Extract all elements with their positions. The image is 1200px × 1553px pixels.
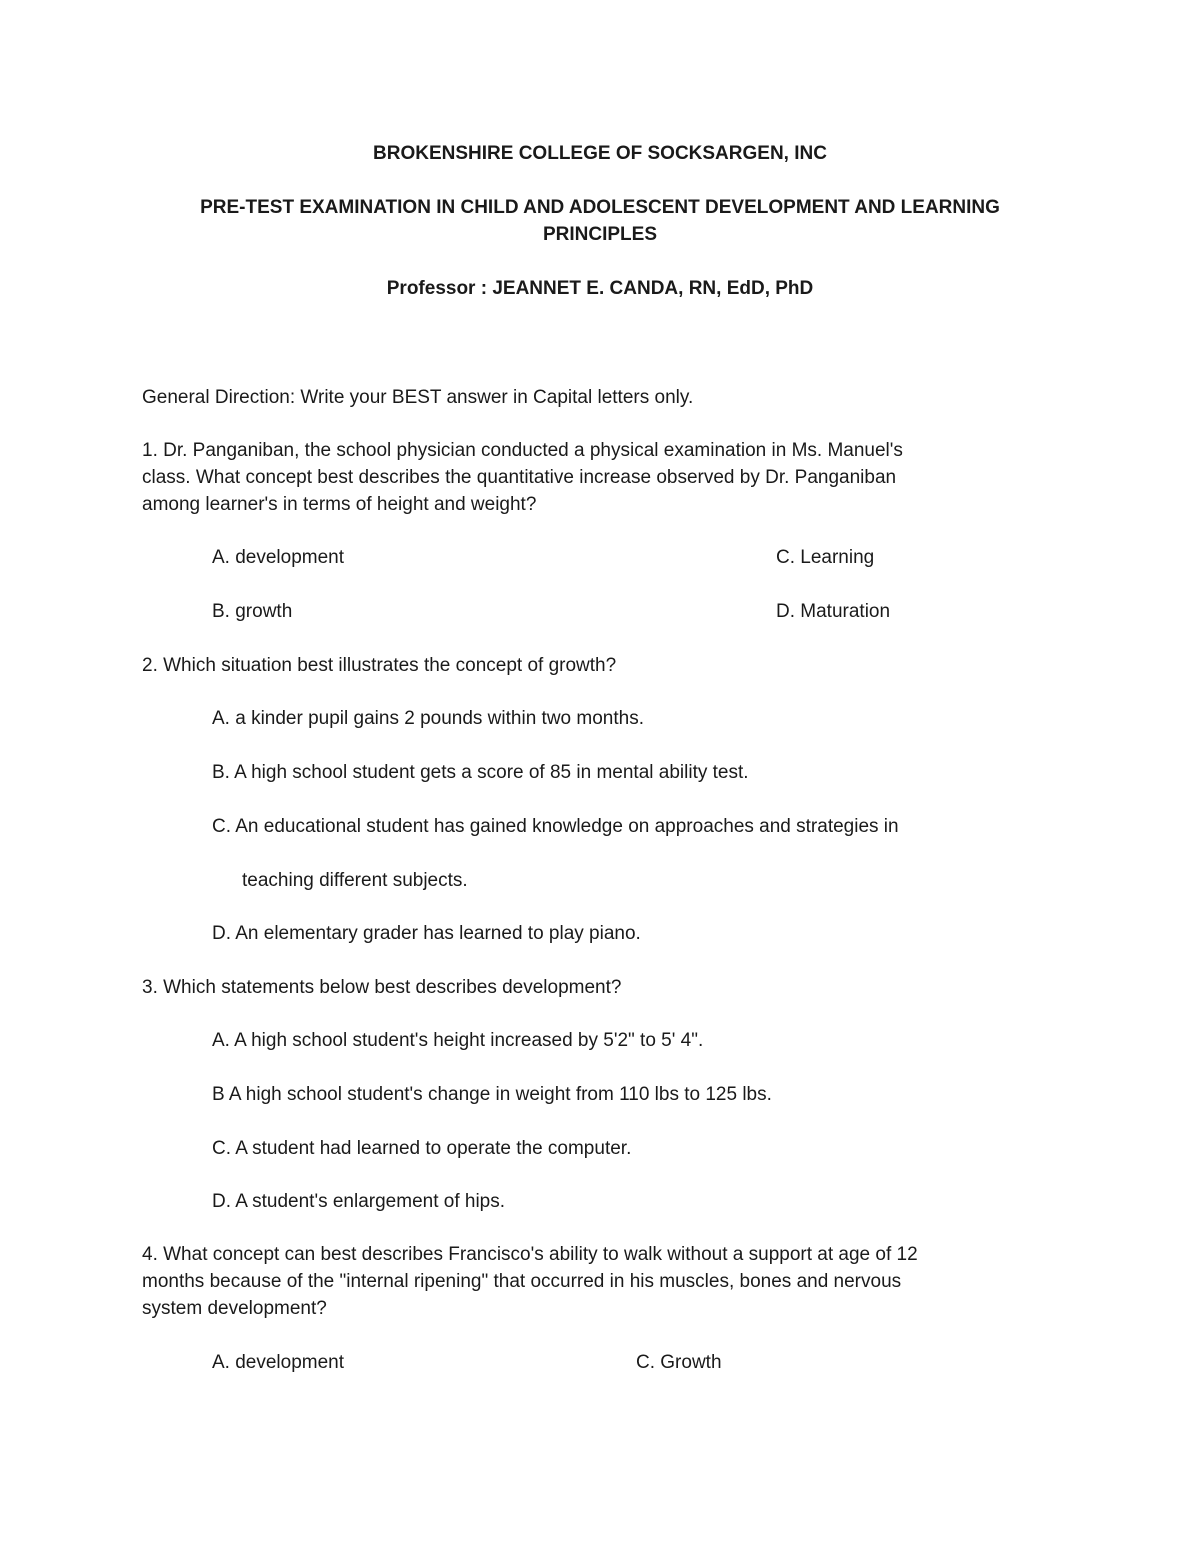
question-2-option-d: D. An elementary grader has learned to play piano.	[212, 923, 641, 944]
exam-title-line-2: PRINCIPLES	[542, 224, 658, 245]
professor-name: Professor : JEANNET E. CANDA, RN, EdD, PhD	[386, 278, 814, 299]
question-2-option-b: B. A high school student gets a score of 85 in mental ability test.	[212, 762, 749, 783]
question-4-line-1: 4. What concept can best describes Francisco's ability to walk without a support at age of 12	[142, 1244, 918, 1265]
question-3-option-d: D. A student's enlargement of hips.	[212, 1191, 506, 1212]
question-1-option-b: B. growth	[212, 601, 293, 622]
question-4-line-2: months because of the "internal ripening" that occurred in his muscles, bones and nervous	[142, 1271, 902, 1292]
exam-title-line-1: PRE-TEST EXAMINATION IN CHILD AND ADOLESCENT DEVELOPMENT AND LEARNING	[200, 197, 1000, 218]
question-4-line-3: system development?	[142, 1298, 327, 1319]
question-1-option-c: C. Learning	[776, 547, 875, 568]
question-2-option-c-continued: teaching different subjects.	[242, 870, 468, 891]
school-name: BROKENSHIRE COLLEGE OF SOCKSARGEN, INC	[373, 143, 827, 164]
question-3-option-a: A. A high school student's height increased by 5'2" to 5' 4".	[212, 1030, 704, 1051]
question-1-line-2: class. What concept best describes the quantitative increase observed by Dr. Panganiban	[142, 467, 897, 488]
question-4	[142, 1241, 1042, 1322]
question-2-option-a: A. a kinder pupil gains 2 pounds within two months.	[212, 708, 644, 729]
question-4-option-c: C. Growth	[636, 1352, 722, 1373]
question-3-option-c: C. A student had learned to operate the computer.	[212, 1138, 632, 1159]
question-2-option-c: C. An educational student has gained knowledge on approaches and strategies in	[212, 816, 899, 837]
question-1-option-a: A. development	[212, 547, 345, 568]
question-3-option-b: B A high school student's change in weight from 110 lbs to 125 lbs.	[212, 1084, 772, 1105]
question-1-line-3: among learner's in terms of height and weight?	[142, 494, 537, 515]
question-2: 2. Which situation best illustrates the concept of growth?	[142, 655, 617, 676]
question-1	[142, 437, 1042, 518]
question-1-line-1: 1. Dr. Panganiban, the school physician conducted a physical examination in Ms. Manuel's	[142, 440, 903, 461]
question-1-option-d: D. Maturation	[776, 601, 891, 622]
general-direction: General Direction: Write your BEST answer in Capital letters only.	[142, 387, 694, 408]
question-3: 3. Which statements below best describes development?	[142, 977, 622, 998]
question-4-option-a: A. development	[212, 1352, 345, 1373]
